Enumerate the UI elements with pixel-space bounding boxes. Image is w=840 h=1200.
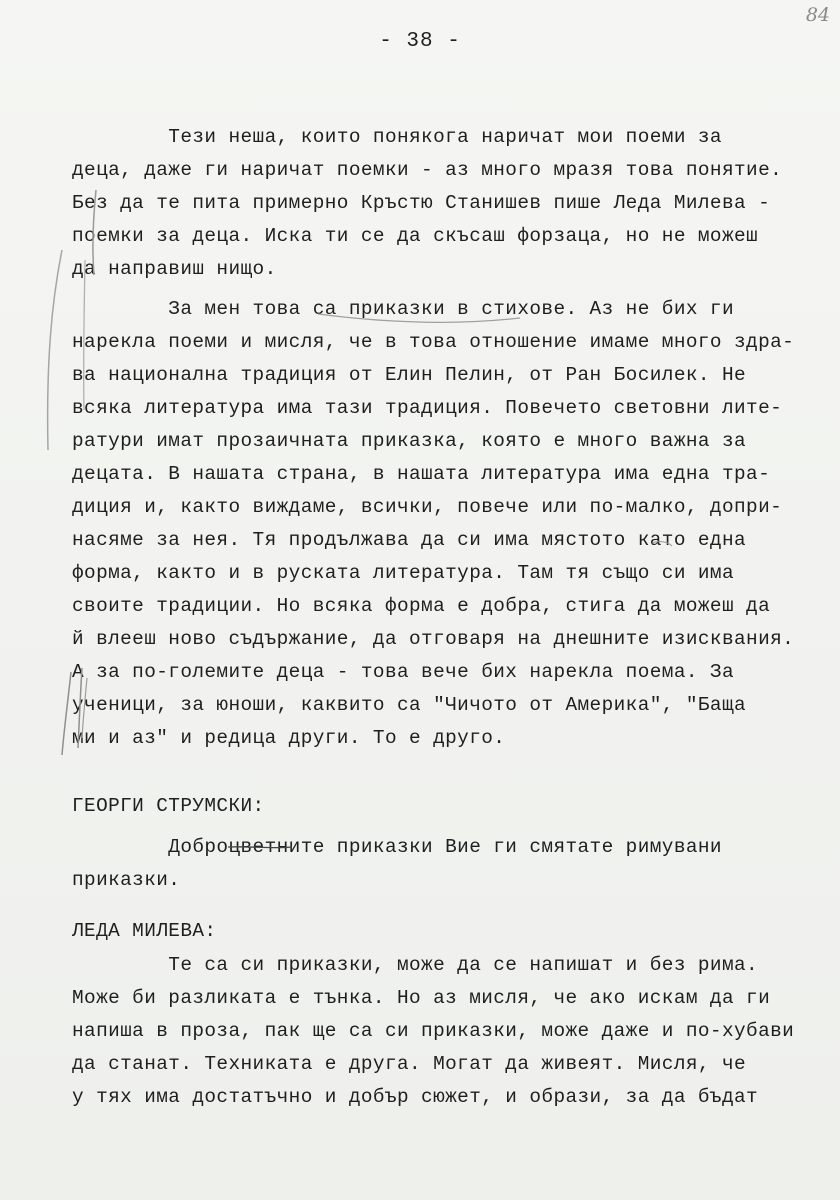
pencil-margin-stroke xyxy=(48,250,62,450)
handwritten-folio-number: 84 xyxy=(805,4,830,26)
text-line: ратури имат прозаичната приказка, която е много важна за xyxy=(72,430,747,452)
page-number: - 38 - xyxy=(379,30,461,53)
text-line: насяме за нея. Тя продължава да си има мястото като една xyxy=(72,529,747,551)
text-line: ученици, за юноши, каквито са "Чичото от Америка", "Баща xyxy=(72,694,747,716)
text-line: напиша в проза, пак ще са си приказки, може даже и по-хубави xyxy=(72,1020,795,1042)
pencil-margin-stroke xyxy=(62,672,71,755)
text-line: своите традиции. Но всяка форма е добра, стига да можеш да xyxy=(72,595,771,617)
speaker-name: ЛЕДА МИЛЕВА: xyxy=(72,920,217,942)
text-line: да станат. Техниката е друга. Могат да живеят. Мисля, че xyxy=(72,1053,747,1075)
text-line: да направиш нищо. xyxy=(72,258,277,280)
text-line: й влееш ново съдържание, да отговаря на днешните изисквания. xyxy=(72,628,795,650)
text-line: Доброцветните приказки Вие ги смятате римувани xyxy=(72,836,722,858)
text-line: Може би разликата е тънка. Но аз мисля, че ако искам да ги xyxy=(72,987,771,1009)
text-line: форма, както и в руската литература. Там тя също си има xyxy=(72,562,734,584)
text-line: деца, даже ги наричат поемки - аз много мразя това понятие. xyxy=(72,159,783,181)
text-line: А за по-големите деца - това вече бих нарекла поема. За xyxy=(72,661,734,683)
text-line: приказки. xyxy=(72,869,181,891)
text-line: За мен това са приказки в стихове. Аз не бих ги xyxy=(72,298,734,320)
text-line: диция и, както виждаме, всички, повече или по-малко, допри- xyxy=(72,496,783,518)
text-line: поемки за деца. Иска ти се да скъсаш форзаца, но не можеш xyxy=(72,225,759,247)
text-line: у тях има достатъчно и добър сюжет, и образи, за да бъдат xyxy=(72,1086,759,1108)
text-line: Без да те пита примерно Кръстю Станишев пише Леда Милева - xyxy=(72,192,771,214)
speaker-name: ГЕОРГИ СТРУМСКИ: xyxy=(72,795,265,817)
text-line: Те са си приказки, може да се напишат и без рима. xyxy=(72,954,759,976)
text-line: нарекла поеми и мисля, че в това отношение имаме много здра- xyxy=(72,331,795,353)
text-line: ва национална традиция от Елин Пелин, от Ран Босилек. Не xyxy=(72,364,747,386)
text-line: Тези неша, които понякога наричат мои поеми за xyxy=(72,126,722,148)
text-line: всяка литература има тази традиция. Повечето световни лите- xyxy=(72,397,783,419)
text-line: децата. В нашата страна, в нашата литература има една тра- xyxy=(72,463,771,485)
text-line: ми и аз" и редица други. То е друго. xyxy=(72,727,506,749)
